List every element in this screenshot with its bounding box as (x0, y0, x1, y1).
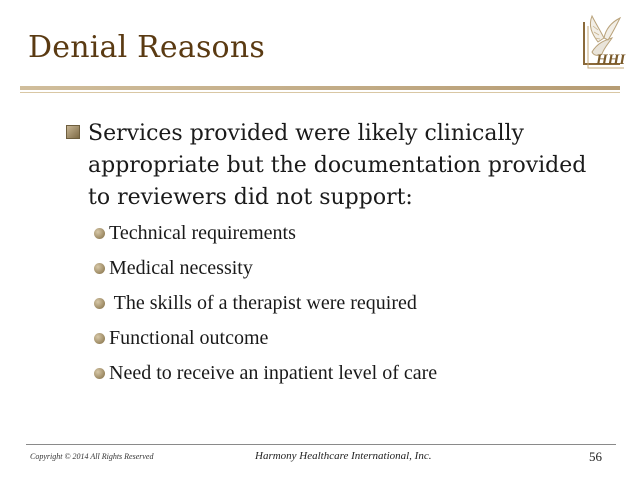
sub-bullet-text: Technical requirements (109, 222, 296, 244)
footer-divider (26, 444, 616, 445)
dove-logo-icon (562, 8, 630, 78)
sub-bullet-text: The skills of a therapist were required (109, 292, 417, 314)
sub-bullet (94, 292, 417, 315)
main-bullet (66, 118, 608, 214)
sub-bullet (94, 222, 296, 245)
sub-bullet (94, 257, 253, 280)
main-bullet-text: Services provided were likely clinically appropriate but the documentation provided to reviewers did not support: (88, 121, 587, 210)
sub-bullet-text: Medical necessity (109, 257, 253, 279)
footer-company: Harmony Healthcare International, Inc. (255, 450, 432, 462)
round-bullet-icon (94, 228, 105, 239)
sub-bullet-text: Need to receive an inpatient level of care (109, 362, 438, 384)
round-bullet-icon (94, 263, 105, 274)
hhi-logo (562, 8, 630, 78)
sub-bullet-text: Functional outcome (109, 327, 269, 349)
round-bullet-icon (94, 298, 105, 309)
sub-bullet (94, 327, 268, 350)
title-divider (20, 86, 620, 90)
title-divider-thin (20, 92, 620, 93)
footer-copyright: Copyright © 2014 All Rights Reserved (30, 452, 154, 461)
slide-title: Denial Reasons (28, 30, 265, 65)
square-bullet-icon (66, 125, 80, 139)
page-number: 56 (589, 449, 602, 464)
sub-bullet (94, 362, 437, 385)
svg-text:HHI: HHI (596, 52, 626, 68)
round-bullet-icon (94, 368, 105, 379)
round-bullet-icon (94, 333, 105, 344)
